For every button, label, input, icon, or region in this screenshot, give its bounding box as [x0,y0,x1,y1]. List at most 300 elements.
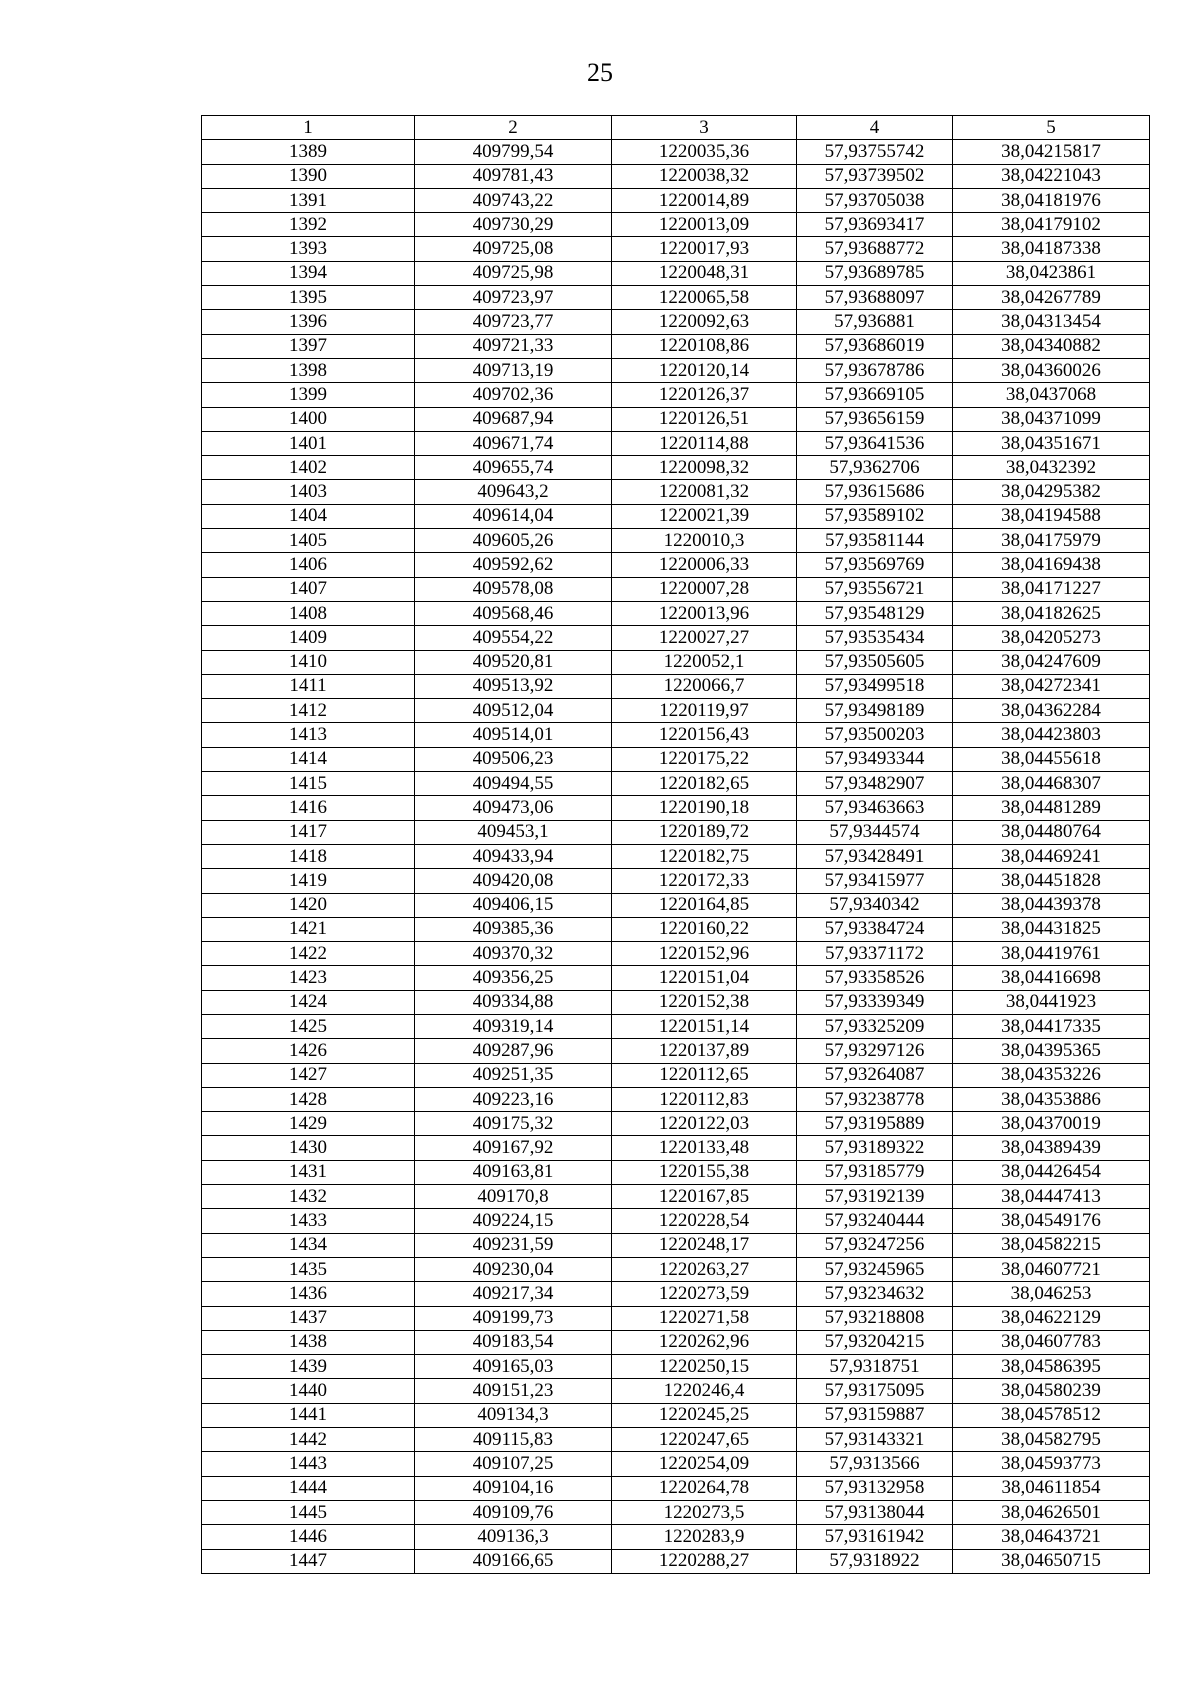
table-cell-col-4: 57,93669105 [797,383,953,407]
table-cell-col-3: 1220152,38 [612,990,797,1014]
table-cell-col-5: 38,04194588 [953,504,1150,528]
table-cell-col-3: 1220048,31 [612,261,797,285]
table-cell-col-1: 1390 [202,164,415,188]
table-cell-col-4: 57,93482907 [797,772,953,796]
table-cell-col-1: 1399 [202,383,415,407]
table-row [202,334,1150,358]
table-cell-col-1: 1398 [202,358,415,382]
table-row [202,1500,1150,1524]
column-header-1: 1 [202,116,415,140]
table-cell-col-4: 57,93498189 [797,699,953,723]
table-cell-col-3: 1220228,54 [612,1209,797,1233]
table-row [202,310,1150,334]
table-cell-col-2: 409453,1 [415,820,612,844]
table-cell-col-5: 38,04586395 [953,1355,1150,1379]
table-cell-col-3: 1220151,04 [612,966,797,990]
table-cell-col-5: 38,04416698 [953,966,1150,990]
table-cell-col-2: 409687,94 [415,407,612,431]
table-cell-col-1: 1410 [202,650,415,674]
table-cell-col-3: 1220175,22 [612,747,797,771]
table-cell-col-3: 1220262,96 [612,1330,797,1354]
table-cell-col-4: 57,93656159 [797,407,953,431]
table-cell-col-2: 409170,8 [415,1185,612,1209]
table-cell-col-2: 409713,19 [415,358,612,382]
table-cell-col-5: 38,04351671 [953,431,1150,455]
coordinates-table [201,115,1150,1574]
table-cell-col-4: 57,93500203 [797,723,953,747]
table-cell-col-2: 409231,59 [415,1233,612,1257]
table-row [202,1330,1150,1354]
table-cell-col-5: 38,04607721 [953,1257,1150,1281]
table-cell-col-5: 38,0437068 [953,383,1150,407]
table-cell-col-1: 1412 [202,699,415,723]
table-cell-col-5: 38,04389439 [953,1136,1150,1160]
table-cell-col-1: 1425 [202,1014,415,1038]
table-cell-col-1: 1407 [202,577,415,601]
table-cell-col-5: 38,0441923 [953,990,1150,1014]
table-cell-col-4: 57,93415977 [797,869,953,893]
table-cell-col-5: 38,04468307 [953,772,1150,796]
table-cell-col-2: 409319,14 [415,1014,612,1038]
table-cell-col-4: 57,93204215 [797,1330,953,1354]
table-row [202,601,1150,625]
table-cell-col-3: 1220271,58 [612,1306,797,1330]
table-cell-col-5: 38,04395365 [953,1039,1150,1063]
table-cell-col-2: 409175,32 [415,1112,612,1136]
table-cell-col-2: 409723,77 [415,310,612,334]
table-cell-col-3: 1220246,4 [612,1379,797,1403]
table-row [202,577,1150,601]
table-row [202,1112,1150,1136]
table-cell-col-1: 1422 [202,942,415,966]
table-cell-col-4: 57,93499518 [797,674,953,698]
table-cell-col-4: 57,93693417 [797,213,953,237]
table-cell-col-1: 1395 [202,286,415,310]
table-cell-col-5: 38,0423861 [953,261,1150,285]
table-row [202,1160,1150,1184]
table-row [202,1549,1150,1573]
table-cell-col-5: 38,04582795 [953,1428,1150,1452]
table-cell-col-1: 1443 [202,1452,415,1476]
table-cell-col-4: 57,93739502 [797,164,953,188]
table-cell-col-3: 1220264,78 [612,1476,797,1500]
table-cell-col-4: 57,93589102 [797,504,953,528]
table-cell-col-2: 409166,65 [415,1549,612,1573]
table-cell-col-3: 1220013,09 [612,213,797,237]
table-row [202,1355,1150,1379]
table-cell-col-3: 1220152,96 [612,942,797,966]
table-cell-col-4: 57,93339349 [797,990,953,1014]
table-cell-col-5: 38,04181976 [953,188,1150,212]
table-cell-col-4: 57,93755742 [797,140,953,164]
table-cell-col-4: 57,9318751 [797,1355,953,1379]
table-row [202,1257,1150,1281]
table-cell-col-2: 409743,22 [415,188,612,212]
table-cell-col-4: 57,93159887 [797,1403,953,1427]
table-cell-col-3: 1220013,96 [612,601,797,625]
table-cell-col-2: 409356,25 [415,966,612,990]
table-cell-col-1: 1416 [202,796,415,820]
table-cell-col-2: 409781,43 [415,164,612,188]
table-cell-col-5: 38,04447413 [953,1185,1150,1209]
table-row [202,626,1150,650]
table-cell-col-4: 57,93463663 [797,796,953,820]
table-cell-col-5: 38,04549176 [953,1209,1150,1233]
table-cell-col-2: 409702,36 [415,383,612,407]
table-cell-col-4: 57,93689785 [797,261,953,285]
table-cell-col-1: 1393 [202,237,415,261]
table-cell-col-2: 409224,15 [415,1209,612,1233]
table-cell-col-2: 409104,16 [415,1476,612,1500]
table-cell-col-5: 38,04423803 [953,723,1150,747]
table-cell-col-3: 1220007,28 [612,577,797,601]
table-cell-col-5: 38,04480764 [953,820,1150,844]
table-cell-col-1: 1445 [202,1500,415,1524]
table-cell-col-2: 409109,76 [415,1500,612,1524]
table-cell-col-5: 38,04469241 [953,844,1150,868]
table-cell-col-3: 1220122,03 [612,1112,797,1136]
table-cell-col-5: 38,04313454 [953,310,1150,334]
table-cell-col-4: 57,93264087 [797,1063,953,1087]
table-cell-col-5: 38,04455618 [953,747,1150,771]
table-cell-col-1: 1389 [202,140,415,164]
table-row [202,1136,1150,1160]
table-cell-col-1: 1411 [202,674,415,698]
table-cell-col-1: 1415 [202,772,415,796]
table-cell-col-4: 57,93384724 [797,917,953,941]
table-cell-col-1: 1438 [202,1330,415,1354]
table-cell-col-4: 57,93138044 [797,1500,953,1524]
table-cell-col-5: 38,04182625 [953,601,1150,625]
table-cell-col-4: 57,93548129 [797,601,953,625]
table-cell-col-2: 409514,01 [415,723,612,747]
table-cell-col-5: 38,04353226 [953,1063,1150,1087]
table-row [202,1282,1150,1306]
table-cell-col-4: 57,93686019 [797,334,953,358]
table-cell-col-2: 409199,73 [415,1306,612,1330]
table-row [202,942,1150,966]
table-row [202,529,1150,553]
table-cell-col-5: 38,04221043 [953,164,1150,188]
table-row [202,699,1150,723]
table-cell-col-3: 1220273,59 [612,1282,797,1306]
table-cell-col-4: 57,93240444 [797,1209,953,1233]
table-row [202,1452,1150,1476]
table-row [202,553,1150,577]
table-cell-col-1: 1396 [202,310,415,334]
table-cell-col-2: 409605,26 [415,529,612,553]
table-cell-col-2: 409730,29 [415,213,612,237]
table-row [202,1428,1150,1452]
header-row [202,116,1150,140]
table-cell-col-4: 57,93185779 [797,1160,953,1184]
table-cell-col-2: 409578,08 [415,577,612,601]
table-cell-col-1: 1413 [202,723,415,747]
table-row [202,140,1150,164]
table-cell-col-3: 1220065,58 [612,286,797,310]
table-cell-col-3: 1220021,39 [612,504,797,528]
table-cell-col-2: 409136,3 [415,1525,612,1549]
table-cell-col-5: 38,04578512 [953,1403,1150,1427]
table-cell-col-3: 1220038,32 [612,164,797,188]
table-cell-col-3: 1220010,3 [612,529,797,553]
table-row [202,723,1150,747]
table-cell-col-2: 409512,04 [415,699,612,723]
table-row [202,674,1150,698]
table-row [202,358,1150,382]
table-cell-col-1: 1394 [202,261,415,285]
table-cell-col-2: 409520,81 [415,650,612,674]
table-cell-col-4: 57,93189322 [797,1136,953,1160]
table-cell-col-3: 1220172,33 [612,869,797,893]
table-cell-col-3: 1220114,88 [612,431,797,455]
table-cell-col-2: 409287,96 [415,1039,612,1063]
table-cell-col-2: 409334,88 [415,990,612,1014]
table-cell-col-4: 57,93615686 [797,480,953,504]
table-cell-col-2: 409513,92 [415,674,612,698]
table-cell-col-1: 1446 [202,1525,415,1549]
table-cell-col-3: 1220248,17 [612,1233,797,1257]
table-cell-col-5: 38,04362284 [953,699,1150,723]
table-cell-col-5: 38,04175979 [953,529,1150,553]
table-cell-col-3: 1220108,86 [612,334,797,358]
table-cell-col-2: 409506,23 [415,747,612,771]
table-cell-col-1: 1429 [202,1112,415,1136]
table-cell-col-5: 38,04171227 [953,577,1150,601]
table-cell-col-4: 57,93245965 [797,1257,953,1281]
table-cell-col-2: 409494,55 [415,772,612,796]
table-cell-col-2: 409655,74 [415,456,612,480]
table-row [202,1525,1150,1549]
table-cell-col-3: 1220052,1 [612,650,797,674]
table-cell-col-5: 38,04340882 [953,334,1150,358]
table-cell-col-4: 57,9313566 [797,1452,953,1476]
table-cell-col-5: 38,04439378 [953,893,1150,917]
table-cell-col-5: 38,04419761 [953,942,1150,966]
table-cell-col-4: 57,93688097 [797,286,953,310]
table-cell-col-5: 38,04267789 [953,286,1150,310]
table-cell-col-5: 38,04215817 [953,140,1150,164]
table-cell-col-5: 38,04371099 [953,407,1150,431]
table-cell-col-1: 1406 [202,553,415,577]
table-cell-col-5: 38,04169438 [953,553,1150,577]
table-cell-col-4: 57,9344574 [797,820,953,844]
table-cell-col-1: 1414 [202,747,415,771]
table-cell-col-4: 57,93325209 [797,1014,953,1038]
table-row [202,213,1150,237]
table-cell-col-3: 1220247,65 [612,1428,797,1452]
table-row [202,796,1150,820]
table-row [202,1209,1150,1233]
table-cell-col-1: 1420 [202,893,415,917]
table-cell-col-3: 1220014,89 [612,188,797,212]
table-cell-col-2: 409183,54 [415,1330,612,1354]
table-cell-col-1: 1392 [202,213,415,237]
table-row [202,407,1150,431]
table-cell-col-1: 1442 [202,1428,415,1452]
table-cell-col-5: 38,04179102 [953,213,1150,237]
table-cell-col-2: 409643,2 [415,480,612,504]
table-cell-col-5: 38,04272341 [953,674,1150,698]
table-cell-col-1: 1439 [202,1355,415,1379]
table-cell-col-2: 409107,25 [415,1452,612,1476]
table-cell-col-2: 409406,15 [415,893,612,917]
table-cell-col-3: 1220283,9 [612,1525,797,1549]
table-cell-col-1: 1423 [202,966,415,990]
column-header-5: 5 [953,116,1150,140]
table-cell-col-5: 38,04417335 [953,1014,1150,1038]
table-cell-col-3: 1220182,75 [612,844,797,868]
table-cell-col-1: 1428 [202,1087,415,1111]
table-cell-col-2: 409420,08 [415,869,612,893]
table-cell-col-5: 38,04622129 [953,1306,1150,1330]
table-cell-col-1: 1401 [202,431,415,455]
table-cell-col-1: 1403 [202,480,415,504]
table-cell-col-3: 1220017,93 [612,237,797,261]
table-cell-col-4: 57,93493344 [797,747,953,771]
table-cell-col-5: 38,04360026 [953,358,1150,382]
column-header-2: 2 [415,116,612,140]
table-row [202,480,1150,504]
table-cell-col-5: 38,04611854 [953,1476,1150,1500]
table-cell-col-3: 1220119,97 [612,699,797,723]
table-cell-col-3: 1220182,65 [612,772,797,796]
table-row [202,650,1150,674]
table-cell-col-3: 1220098,32 [612,456,797,480]
table-cell-col-4: 57,93192139 [797,1185,953,1209]
table-cell-col-3: 1220160,22 [612,917,797,941]
table-cell-col-3: 1220250,15 [612,1355,797,1379]
table-row [202,504,1150,528]
table-row [202,869,1150,893]
table-cell-col-5: 38,046253 [953,1282,1150,1306]
table-header [202,116,1150,140]
table-row [202,188,1150,212]
table-cell-col-1: 1417 [202,820,415,844]
table-cell-col-4: 57,93428491 [797,844,953,868]
table-cell-col-5: 38,0432392 [953,456,1150,480]
table-cell-col-5: 38,04431825 [953,917,1150,941]
table-cell-col-5: 38,04370019 [953,1112,1150,1136]
table-cell-col-2: 409725,08 [415,237,612,261]
table-row [202,772,1150,796]
table-row [202,261,1150,285]
table-cell-col-2: 409671,74 [415,431,612,455]
table-cell-col-1: 1424 [202,990,415,1014]
table-cell-col-1: 1418 [202,844,415,868]
table-cell-col-2: 409223,16 [415,1087,612,1111]
table-cell-col-1: 1405 [202,529,415,553]
table-row [202,383,1150,407]
table-cell-col-4: 57,93688772 [797,237,953,261]
table-row [202,1379,1150,1403]
table-cell-col-5: 38,04607783 [953,1330,1150,1354]
table-cell-col-5: 38,04582215 [953,1233,1150,1257]
table-cell-col-1: 1391 [202,188,415,212]
table-cell-col-3: 1220066,7 [612,674,797,698]
table-row [202,893,1150,917]
table-cell-col-5: 38,04580239 [953,1379,1150,1403]
table-cell-col-3: 1220273,5 [612,1500,797,1524]
table-cell-col-2: 409614,04 [415,504,612,528]
table-cell-col-1: 1430 [202,1136,415,1160]
table-row [202,1014,1150,1038]
table-cell-col-3: 1220190,18 [612,796,797,820]
table-cell-col-4: 57,93247256 [797,1233,953,1257]
table-row [202,820,1150,844]
table-cell-col-3: 1220137,89 [612,1039,797,1063]
table-cell-col-4: 57,93581144 [797,529,953,553]
table-row [202,237,1150,261]
table-row [202,1403,1150,1427]
table-cell-col-1: 1447 [202,1549,415,1573]
page-number: 25 [587,58,613,87]
table-cell-col-2: 409592,62 [415,553,612,577]
table-cell-col-3: 1220164,85 [612,893,797,917]
table-cell-col-1: 1435 [202,1257,415,1281]
table-cell-col-2: 409230,04 [415,1257,612,1281]
table-cell-col-1: 1434 [202,1233,415,1257]
table-cell-col-1: 1433 [202,1209,415,1233]
table-row [202,917,1150,941]
table-cell-col-1: 1441 [202,1403,415,1427]
table-cell-col-3: 1220027,27 [612,626,797,650]
table-row [202,1476,1150,1500]
table-cell-col-1: 1427 [202,1063,415,1087]
table-cell-col-1: 1444 [202,1476,415,1500]
table-cell-col-5: 38,04643721 [953,1525,1150,1549]
table-cell-col-5: 38,04247609 [953,650,1150,674]
table-cell-col-2: 409151,23 [415,1379,612,1403]
table-cell-col-3: 1220112,83 [612,1087,797,1111]
table-cell-col-1: 1421 [202,917,415,941]
table-cell-col-5: 38,04451828 [953,869,1150,893]
table-cell-col-3: 1220189,72 [612,820,797,844]
table-cell-col-3: 1220151,14 [612,1014,797,1038]
table-cell-col-1: 1432 [202,1185,415,1209]
table-cell-col-5: 38,04426454 [953,1160,1150,1184]
table-cell-col-3: 1220288,27 [612,1549,797,1573]
table-cell-col-2: 409473,06 [415,796,612,820]
table-cell-col-3: 1220254,09 [612,1452,797,1476]
table-cell-col-2: 409163,81 [415,1160,612,1184]
table-row [202,164,1150,188]
table-row [202,990,1150,1014]
table-cell-col-4: 57,93505605 [797,650,953,674]
table-cell-col-2: 409433,94 [415,844,612,868]
table-cell-col-1: 1409 [202,626,415,650]
table-cell-col-1: 1436 [202,1282,415,1306]
table-cell-col-2: 409799,54 [415,140,612,164]
table-cell-col-5: 38,04295382 [953,480,1150,504]
table-cell-col-3: 1220112,65 [612,1063,797,1087]
table-cell-col-3: 1220006,33 [612,553,797,577]
table-row [202,431,1150,455]
table-cell-col-2: 409385,36 [415,917,612,941]
table-cell-col-2: 409723,97 [415,286,612,310]
table-cell-col-5: 38,04650715 [953,1549,1150,1573]
table-cell-col-1: 1402 [202,456,415,480]
table-cell-col-4: 57,93297126 [797,1039,953,1063]
table-cell-col-2: 409167,92 [415,1136,612,1160]
table-cell-col-1: 1400 [202,407,415,431]
table-cell-col-4: 57,93705038 [797,188,953,212]
table-row [202,747,1150,771]
table-cell-col-3: 1220167,85 [612,1185,797,1209]
table-cell-col-4: 57,93358526 [797,966,953,990]
table-cell-col-4: 57,93371172 [797,942,953,966]
table-cell-col-3: 1220263,27 [612,1257,797,1281]
